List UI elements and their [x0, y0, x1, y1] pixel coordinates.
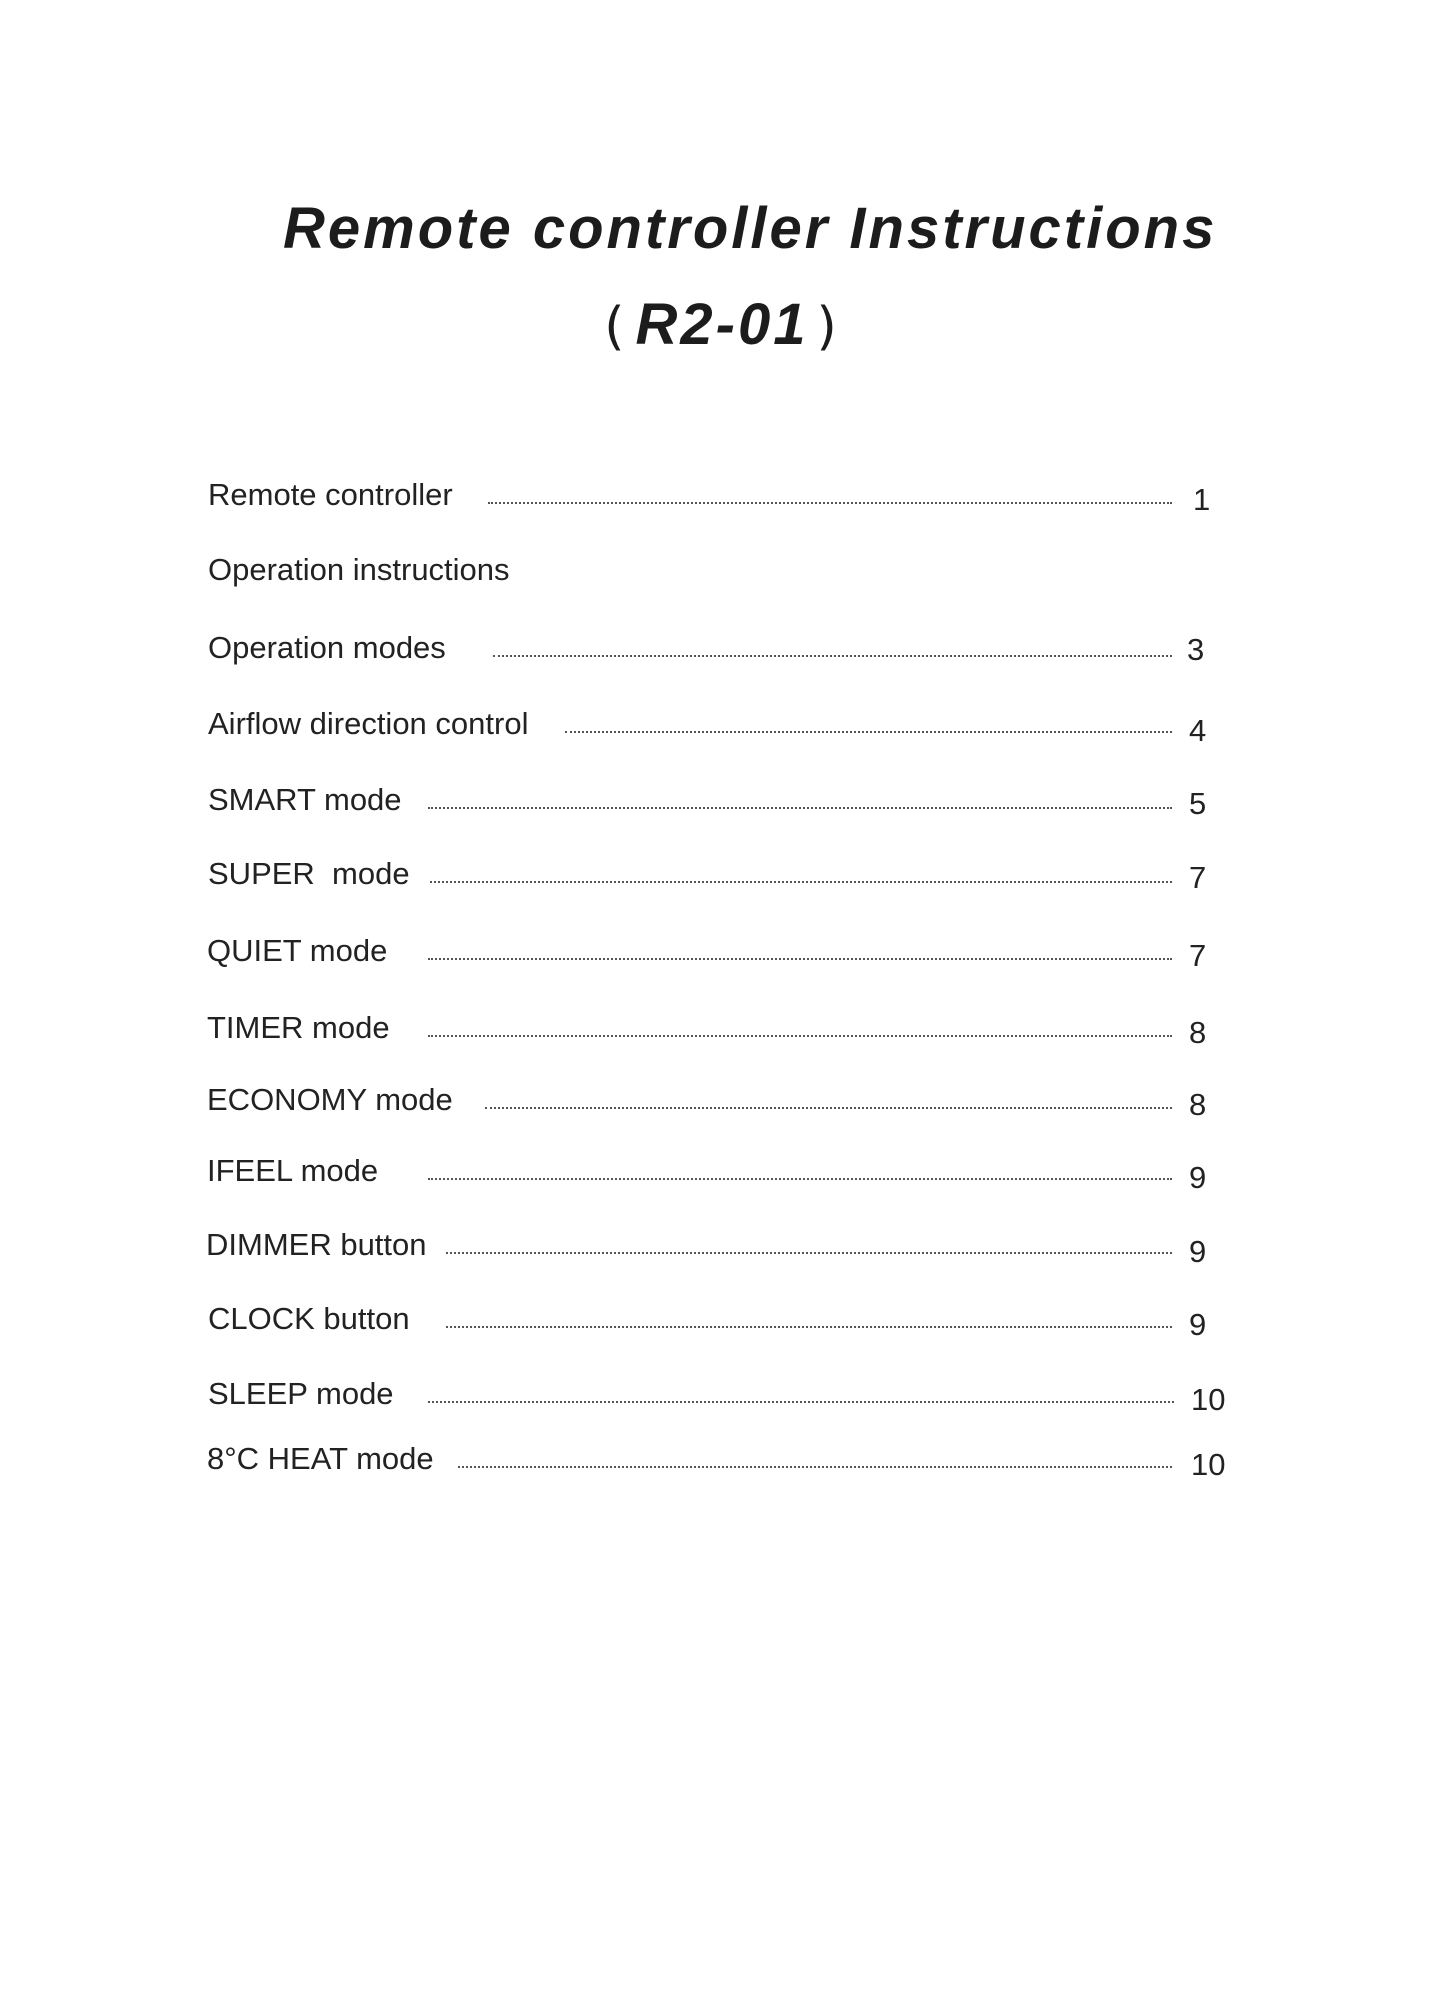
toc-row-timer-mode[interactable]: [0, 1010, 1444, 1050]
toc-page-number: 3: [1187, 632, 1205, 667]
toc-page-number: 8: [1189, 1087, 1207, 1122]
toc-row-operation-instructions[interactable]: [0, 553, 1444, 587]
toc-row-super-mode[interactable]: [0, 856, 1444, 895]
toc-leader: [428, 1178, 1172, 1180]
model-number: R2-01: [635, 292, 809, 357]
toc-row-8c-heat-mode[interactable]: [0, 1441, 1444, 1482]
toc-row-economy-mode[interactable]: [0, 1082, 1444, 1122]
toc-leader: [565, 731, 1172, 733]
toc-page-number: 5: [1189, 786, 1207, 821]
toc-row-quiet-mode[interactable]: [0, 933, 1444, 973]
document-title: Remote controller Instructions: [283, 196, 1218, 261]
toc-row-remote-controller[interactable]: [0, 477, 1444, 517]
toc-label: SUPER mode: [208, 856, 410, 891]
toc-leader: [428, 958, 1172, 960]
toc-leader: [446, 1326, 1172, 1328]
toc-label: CLOCK button: [208, 1301, 410, 1336]
toc-leader: [493, 655, 1172, 657]
toc-page-number: 10: [1191, 1447, 1226, 1482]
toc-label: Airflow direction control: [208, 706, 529, 741]
toc-label: Operation modes: [208, 630, 446, 665]
toc-page-number: 4: [1189, 713, 1207, 748]
toc-page-number: 9: [1189, 1160, 1207, 1195]
toc-label: SMART mode: [208, 782, 402, 817]
toc-leader: [446, 1252, 1172, 1254]
toc-page-number: 7: [1189, 860, 1207, 895]
toc-row-airflow-direction-control[interactable]: [0, 706, 1444, 748]
toc-page-number: 8: [1189, 1015, 1207, 1050]
toc-page-number: 9: [1189, 1307, 1207, 1342]
toc-label: IFEEL mode: [207, 1153, 379, 1188]
open-paren: (: [604, 297, 628, 357]
toc-label: ECONOMY mode: [207, 1082, 453, 1117]
toc-row-ifeel-mode[interactable]: [0, 1153, 1444, 1195]
toc-leader: [458, 1466, 1172, 1468]
toc-leader: [428, 807, 1172, 809]
toc-label: Remote controller: [208, 477, 453, 512]
toc-leader: [488, 502, 1172, 504]
toc-label: 8°C HEAT mode: [207, 1441, 434, 1476]
toc-leader: [428, 1035, 1172, 1037]
close-paren: ): [816, 297, 840, 357]
toc-label: QUIET mode: [207, 933, 388, 968]
toc-label: TIMER mode: [207, 1010, 390, 1045]
toc-page-number: 7: [1189, 938, 1207, 973]
toc-row-operation-modes[interactable]: [0, 631, 1444, 665]
toc-row-clock-button[interactable]: [0, 1301, 1444, 1342]
toc-label: Operation instructions: [208, 552, 510, 587]
toc-page-number: 9: [1189, 1234, 1207, 1269]
toc-row-dimmer-button[interactable]: [0, 1227, 1444, 1269]
toc-leader: [430, 881, 1172, 883]
toc-page-number: 1: [1193, 482, 1211, 517]
toc-label: SLEEP mode: [208, 1376, 394, 1411]
toc-row-sleep-mode[interactable]: [0, 1376, 1444, 1417]
toc-leader: [485, 1107, 1172, 1109]
toc-leader: [428, 1401, 1174, 1403]
toc-page-number: 10: [1191, 1382, 1226, 1417]
toc-row-smart-mode[interactable]: [0, 782, 1444, 821]
toc-label: DIMMER button: [206, 1227, 427, 1262]
